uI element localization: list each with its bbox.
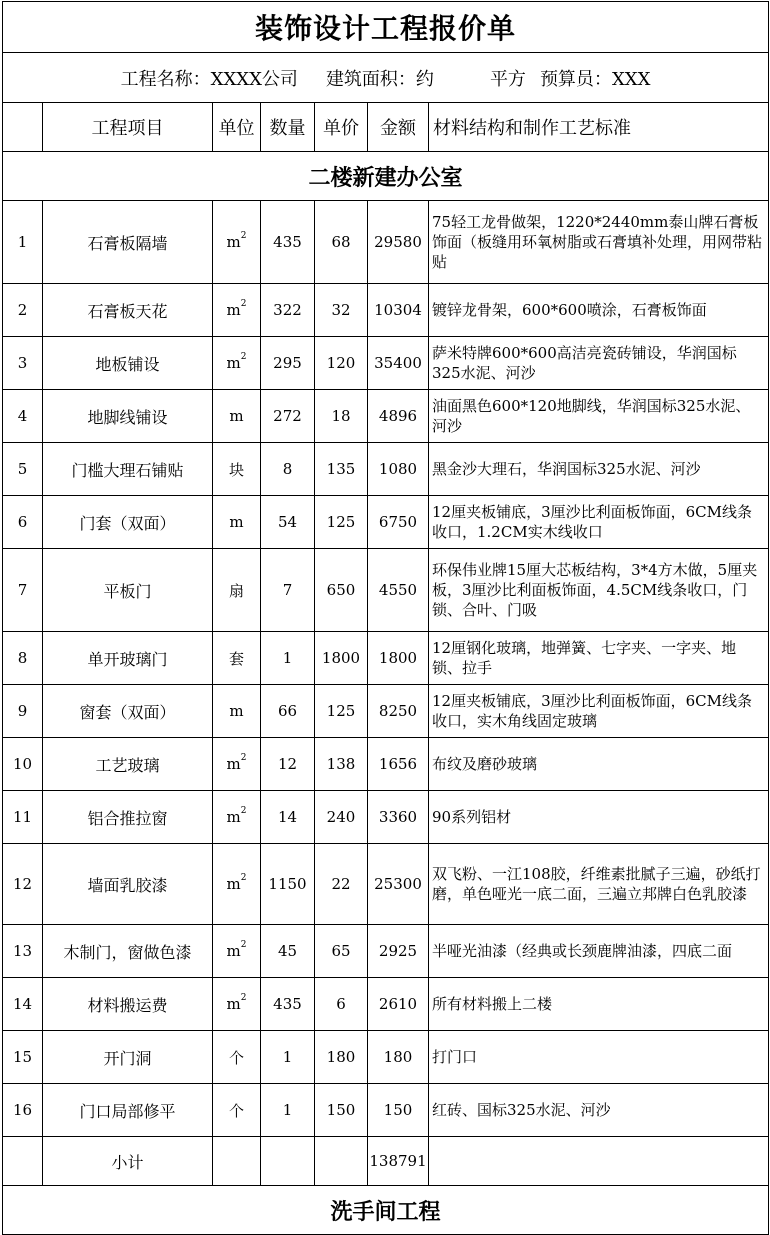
item-name: 地板铺设 [43,337,213,390]
item-qty: 1 [261,632,315,685]
item-amount: 25300 [368,844,429,925]
item-amount: 3360 [368,791,429,844]
document-title: 装饰设计工程报价单 [3,2,769,53]
estimator-label: 预算员： [539,68,612,90]
unit-base: m [226,233,241,251]
item-description: 所有材料搬上二楼 [429,978,769,1031]
item-amount: 2925 [368,925,429,978]
header-no [3,103,43,152]
item-description: 黑金沙大理石，华润国标325水泥、河沙 [429,443,769,496]
item-qty: 14 [261,791,315,844]
subtotal-amount: 138791 [368,1137,429,1186]
item-qty: 435 [261,201,315,284]
table-row [3,925,769,978]
row-number: 10 [3,738,43,791]
item-price: 65 [315,925,368,978]
item-qty: 12 [261,738,315,791]
item-qty: 1150 [261,844,315,925]
item-price: 240 [315,791,368,844]
table-row [3,549,769,632]
table-row [3,978,769,1031]
table-row [3,390,769,443]
item-amount: 4550 [368,549,429,632]
item-price: 135 [315,443,368,496]
unit-base: m [226,995,241,1013]
subtotal-row [3,1137,769,1186]
item-name: 木制门，窗做色漆 [43,925,213,978]
item-price: 150 [315,1084,368,1137]
item-amount: 1800 [368,632,429,685]
item-name: 石膏板隔墙 [43,201,213,284]
item-name: 石膏板天花 [43,284,213,337]
section-title-office: 二楼新建办公室 [3,152,769,201]
item-name: 窗套（双面） [43,685,213,738]
unit-superscript: 2 [240,993,247,1003]
row-number: 4 [3,390,43,443]
unit-superscript: 2 [240,753,247,763]
item-name: 门口局部修平 [43,1084,213,1137]
item-price: 32 [315,284,368,337]
table-row [3,201,769,284]
project-name-value: XXXX公司 [210,68,298,90]
subtotal-price [315,1137,368,1186]
unit-base: m [229,513,244,531]
table-row [3,284,769,337]
unit-base: 个 [228,1048,244,1067]
table-row [3,1084,769,1137]
table-row [3,443,769,496]
row-number: 15 [3,1031,43,1084]
unit-base: m [226,354,241,372]
item-unit [213,738,261,791]
item-unit [213,844,261,925]
item-qty: 7 [261,549,315,632]
estimator-value: XXX [611,68,651,90]
unit-superscript: 2 [240,873,247,883]
item-unit [213,685,261,738]
item-amount: 180 [368,1031,429,1084]
row-number: 11 [3,791,43,844]
item-description: 环保伟业牌15厘大芯板结构，3*4方木做，5厘夹板，3厘沙比利面板饰面，4.5CM线条收口，门锁、合叶、门吸 [429,549,769,632]
item-amount: 1656 [368,738,429,791]
item-unit [213,925,261,978]
header-item: 工程项目 [43,103,213,152]
unit-superscript: 2 [240,940,247,950]
table-row [3,337,769,390]
item-amount: 150 [368,1084,429,1137]
unit-base: m [226,942,241,960]
row-number: 6 [3,496,43,549]
item-amount: 1080 [368,443,429,496]
item-name: 开门洞 [43,1031,213,1084]
item-amount: 8250 [368,685,429,738]
item-unit [213,1084,261,1137]
item-qty: 272 [261,390,315,443]
unit-superscript: 2 [240,806,247,816]
item-qty: 322 [261,284,315,337]
item-description: 双飞粉、一江108胶，纤维素批腻子三遍，砂纸打磨，单色哑光一底二面，三遍立邦牌白色乳胶漆 [429,844,769,925]
item-description: 萨米特牌600*600高洁亮瓷砖铺设，华润国标325水泥、河沙 [429,337,769,390]
item-description: 半哑光油漆（经典或长颈鹿牌油漆，四底二面 [429,925,769,978]
item-name: 铝合推拉窗 [43,791,213,844]
table-row [3,1031,769,1084]
item-price: 138 [315,738,368,791]
item-name: 门槛大理石铺贴 [43,443,213,496]
item-qty: 8 [261,443,315,496]
table-row [3,632,769,685]
item-qty: 66 [261,685,315,738]
item-amount: 35400 [368,337,429,390]
row-number: 12 [3,844,43,925]
header-price: 单价 [315,103,368,152]
item-description: 布纹及磨砂玻璃 [429,738,769,791]
item-unit [213,443,261,496]
unit-base: m [226,808,241,826]
item-unit [213,337,261,390]
item-name: 材料搬运费 [43,978,213,1031]
subtotal-no [3,1137,43,1186]
section-row [3,152,769,201]
unit-superscript: 2 [240,231,247,241]
unit-base: m [226,755,241,773]
item-price: 68 [315,201,368,284]
item-price: 18 [315,390,368,443]
unit-superscript: 2 [240,299,247,309]
item-unit [213,549,261,632]
item-qty: 54 [261,496,315,549]
table-row [3,496,769,549]
header-qty: 数量 [261,103,315,152]
header-standard: 材料结构和制作工艺标准 [429,103,769,152]
row-number: 14 [3,978,43,1031]
item-name: 平板门 [43,549,213,632]
item-unit [213,201,261,284]
item-price: 650 [315,549,368,632]
row-number: 7 [3,549,43,632]
item-name: 地脚线铺设 [43,390,213,443]
area-unit: 平方 [489,68,526,90]
item-qty: 1 [261,1031,315,1084]
item-amount: 2610 [368,978,429,1031]
item-name: 单开玻璃门 [43,632,213,685]
item-name: 墙面乳胶漆 [43,844,213,925]
row-number: 5 [3,443,43,496]
project-info [3,53,769,103]
row-number: 1 [3,201,43,284]
unit-base: m [226,301,241,319]
item-price: 6 [315,978,368,1031]
unit-base: 扇 [228,581,244,600]
item-amount: 10304 [368,284,429,337]
row-number: 3 [3,337,43,390]
item-description: 75轻工龙骨做架，1220*2440mm泰山牌石膏板饰面（板缝用环氧树脂或石膏填补处理，用网带粘贴 [429,201,769,284]
subtotal-desc [429,1137,769,1186]
row-number: 2 [3,284,43,337]
unit-base: 块 [228,460,244,479]
project-name-label: 工程名称： [120,68,211,90]
item-name: 门套（双面） [43,496,213,549]
item-amount: 29580 [368,201,429,284]
item-qty: 295 [261,337,315,390]
table-row [3,738,769,791]
table-row [3,685,769,738]
item-description: 打门口 [429,1031,769,1084]
item-description: 红砖、国标325水泥、河沙 [429,1084,769,1137]
unit-base: 个 [228,1101,244,1120]
item-description: 12厘夹板铺底，3厘沙比利面板饰面，6CM线条收口，实木角线固定玻璃 [429,685,769,738]
unit-base: m [226,875,241,893]
item-amount: 4896 [368,390,429,443]
item-unit [213,791,261,844]
item-amount: 6750 [368,496,429,549]
header-amount: 金额 [368,103,429,152]
item-description: 90系列铝材 [429,791,769,844]
item-unit [213,978,261,1031]
item-description: 12厘钢化玻璃，地弹簧、七字夹、一字夹、地锁、拉手 [429,632,769,685]
unit-base: m [229,702,244,720]
unit-base: m [229,407,244,425]
row-number: 9 [3,685,43,738]
item-unit [213,284,261,337]
row-number: 13 [3,925,43,978]
item-qty: 1 [261,1084,315,1137]
item-description: 12厘夹板铺底，3厘沙比利面板饰面，6CM线条收口，1.2CM实木线收口 [429,496,769,549]
subtotal-unit [213,1137,261,1186]
item-unit [213,1031,261,1084]
subtotal-label: 小计 [43,1137,213,1186]
unit-base: 套 [228,649,244,668]
item-price: 120 [315,337,368,390]
column-header-row [3,103,769,152]
quote-table [2,1,769,1235]
header-unit: 单位 [213,103,261,152]
item-unit [213,632,261,685]
section-title-washroom: 洗手间工程 [3,1186,769,1235]
item-unit [213,390,261,443]
area-label: 建筑面积：约 [325,68,434,90]
item-description: 油面黑色600*120地脚线，华润国标325水泥、河沙 [429,390,769,443]
row-number: 8 [3,632,43,685]
item-price: 22 [315,844,368,925]
unit-superscript: 2 [240,352,247,362]
item-unit [213,496,261,549]
item-price: 125 [315,496,368,549]
item-price: 180 [315,1031,368,1084]
table-row [3,844,769,925]
item-qty: 45 [261,925,315,978]
item-price: 125 [315,685,368,738]
section-row [3,1186,769,1235]
row-number: 16 [3,1084,43,1137]
item-name: 工艺玻璃 [43,738,213,791]
item-qty: 435 [261,978,315,1031]
item-description: 镀锌龙骨架，600*600喷涂，石膏板饰面 [429,284,769,337]
table-row [3,791,769,844]
subtotal-qty [261,1137,315,1186]
item-price: 1800 [315,632,368,685]
